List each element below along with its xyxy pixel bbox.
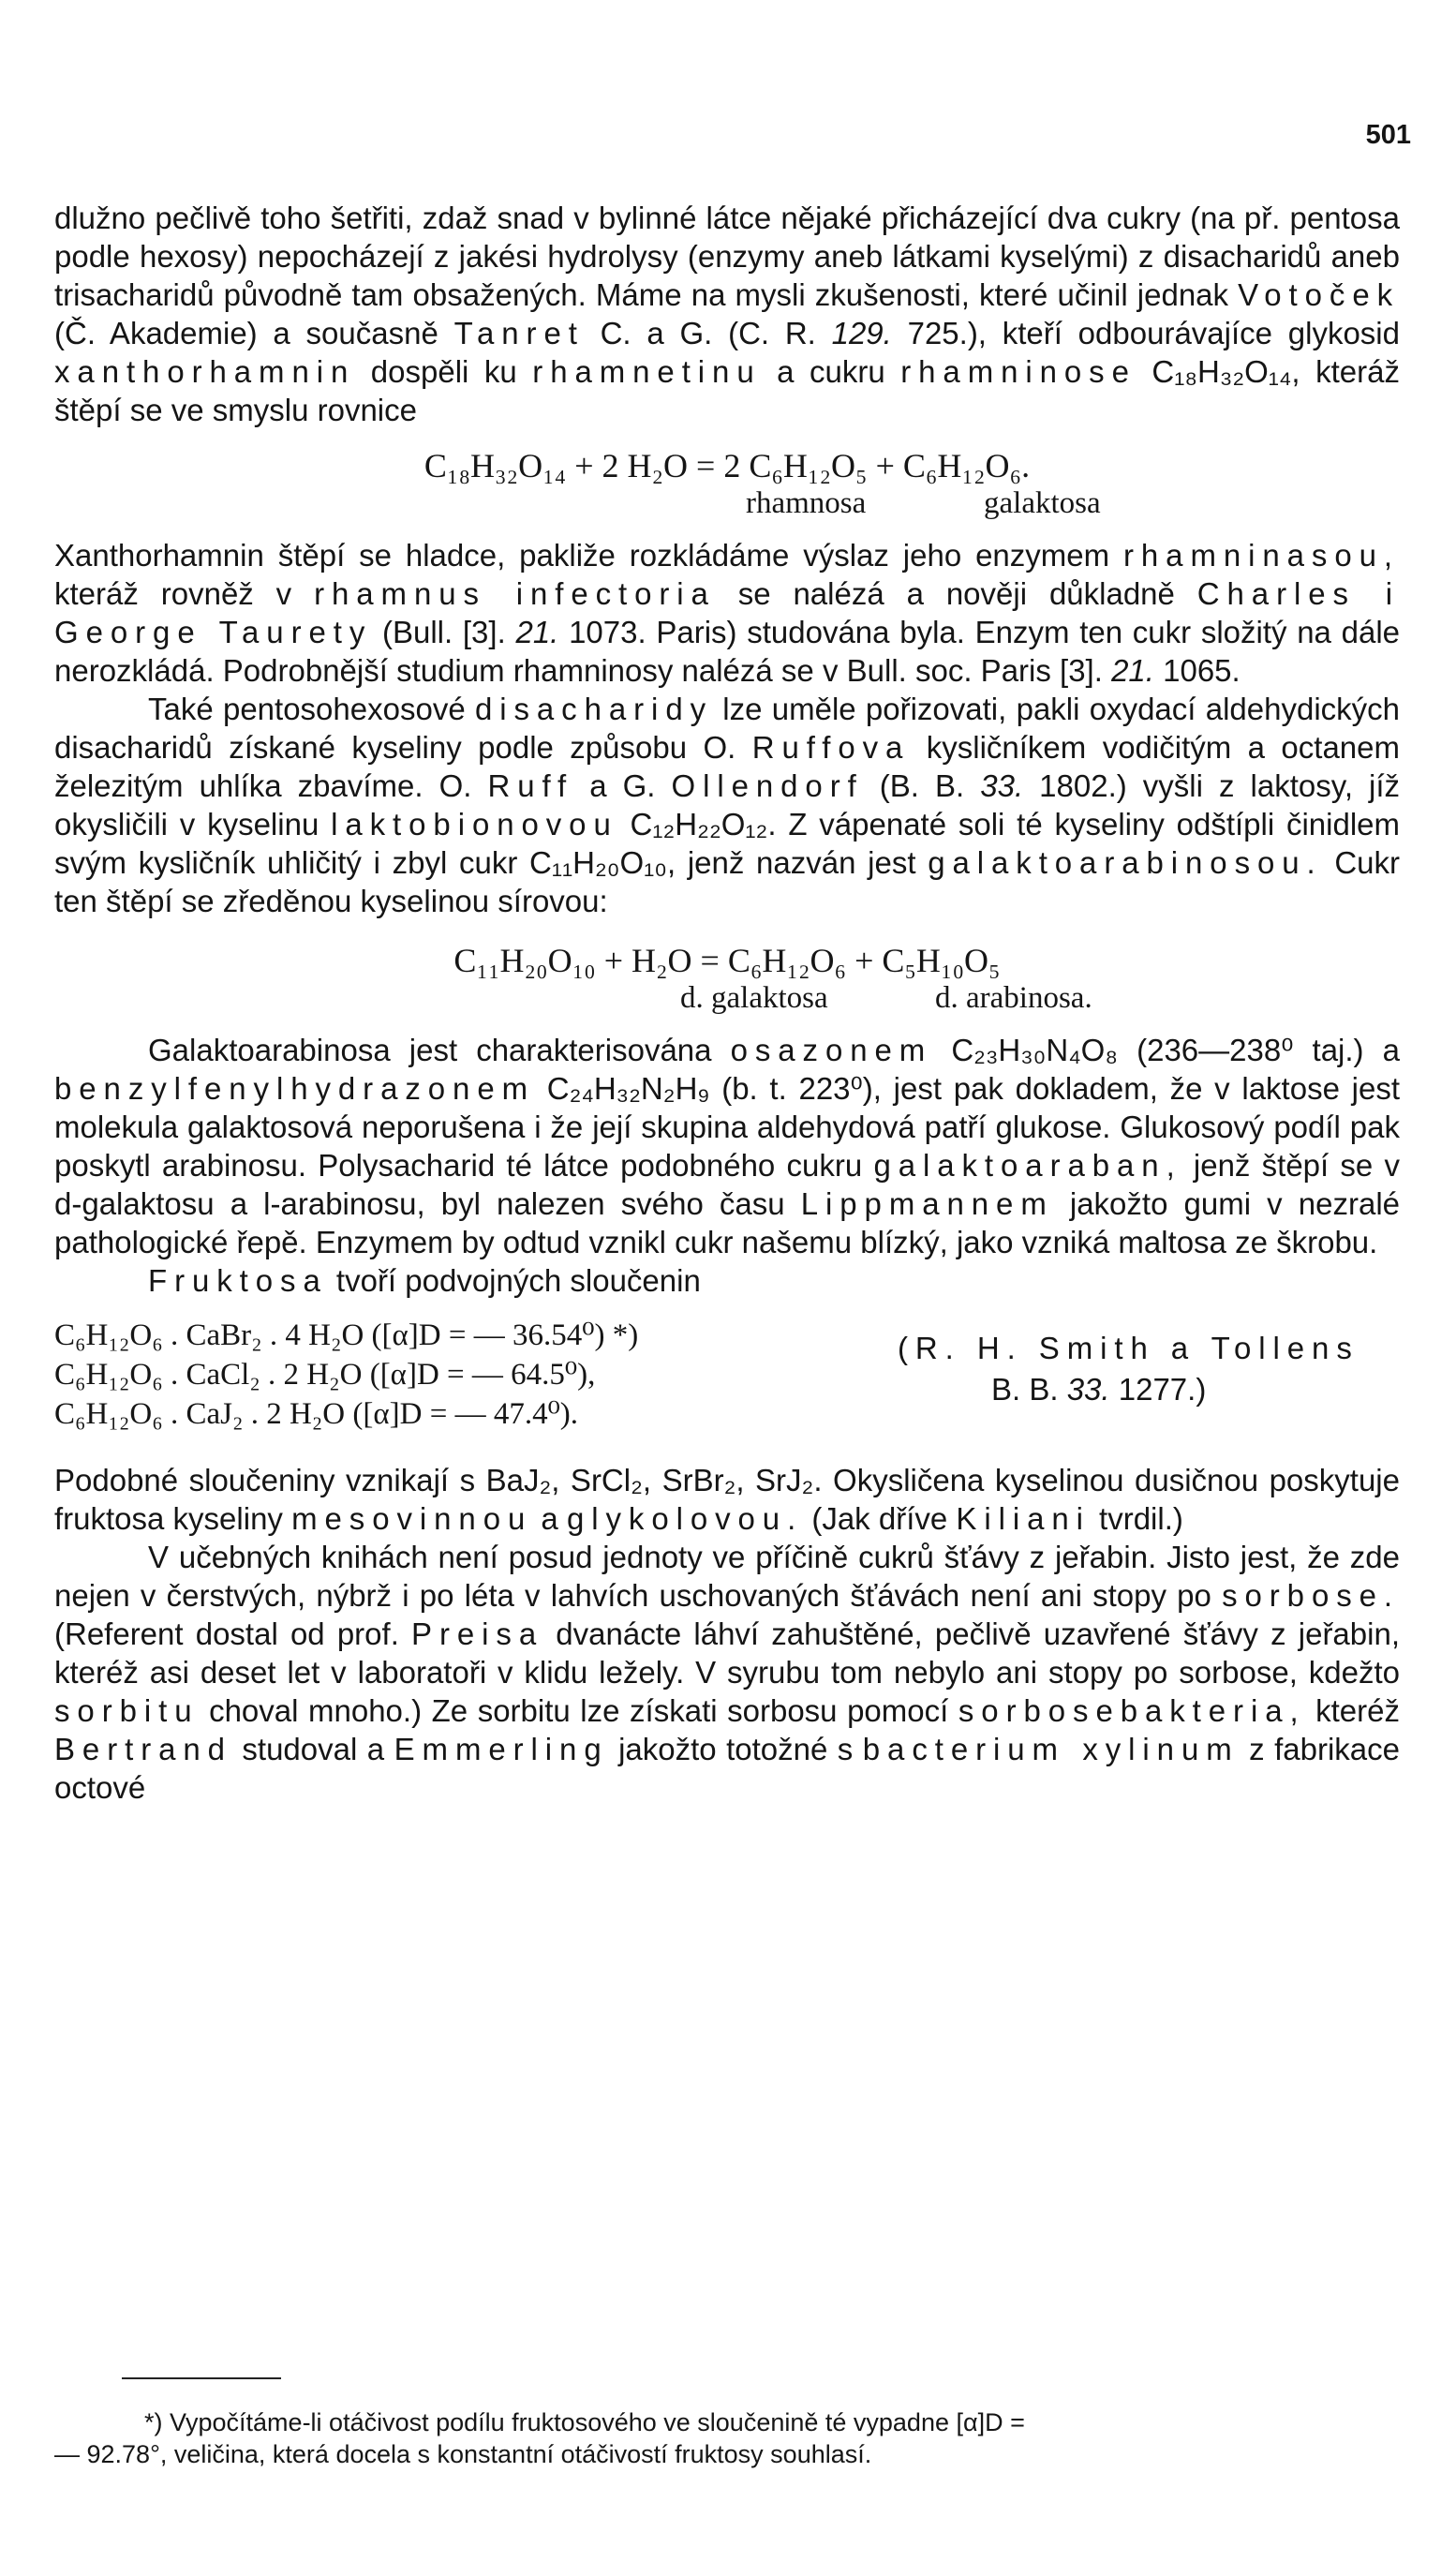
fructose-salts xyxy=(54,1317,1400,1448)
author-ruffova: Ruffova xyxy=(751,730,911,765)
footnote-line-1: *) Vypočítáme-li otáčivost podílu fruktosového ve sloučenině té vypadne [α]D = xyxy=(144,2408,1025,2436)
term-disacharidy: disacharidy xyxy=(474,692,714,726)
equation-1-labels xyxy=(54,485,1400,523)
author-bertrand: Bertrand xyxy=(54,1732,232,1766)
term-rhamninasou: rhamninasou, xyxy=(1123,538,1400,573)
equation-1: C₁₈H₃₂O₁₄ + 2 H₂O = 2 C₆H₁₂O₅ + C₆H₁₂O₆. xyxy=(423,447,1031,484)
term-osazon: osazonem xyxy=(730,1033,933,1067)
paragraph-6: Podobné sloučeniny vznikají s BaJ₂, SrCl₂, SrBr₂, SrJ₂. Okysličena kyselinou dusičnou poskytuje fruktosa kyseliny mesovinnou a glykolovou. (Jak dříve Kiliani tvrdil.) xyxy=(54,1463,1400,1536)
journal-volume: 129. xyxy=(831,316,892,350)
term-bacterium-xylinum: bacterium xylinum xyxy=(862,1732,1240,1766)
footnote xyxy=(54,2406,1400,2470)
author-ollendorf: Ollendorf xyxy=(671,768,864,803)
term-benzylfenylhydrazon: benzylfenylhydrazonem xyxy=(54,1071,536,1106)
salt-row: C₆H₁₂O₆ . CaBr₂ . 4 H₂O ([α]D = — 36.54⁰) *) xyxy=(54,1318,639,1352)
author-taurety: Charles i George Taurety xyxy=(54,576,1400,649)
term-galaktoarabinosa: galaktoarabinosou. xyxy=(928,845,1323,880)
term-sorbit: sorbitu xyxy=(54,1693,200,1728)
footnote-line-2: — 92.78°, veličina, která docela s konstantní otáčivostí fruktosy souhlasí. xyxy=(54,2440,872,2468)
term-rhamnus: rhamnus infectoria xyxy=(314,576,716,611)
paragraph-7: V učebných knihách není posud jednoty ve příčině cukrů šťávy z jeřabin. Jisto jest, že zde nejen v čerstvých, nýbrž i po léta v lahvích uschovaných šťávách není ani stopy po sorbose. (Referent dostal od prof. Preisa dvanácte láhví zahuštěné, pečlivě uzavřené šťávy z jeřabin, kteréž asi deset let v laboratoři v klidu ležely. V syrubu tom nebylo ani stopy po sorbose, kdežto sorbitu choval mnoho.) Ze sorbitu lze získati sorbosu pomocí sorbosebakteria, kteréž Bertrand studoval a Emmerling jakožto totožné s bacterium xylinum z fabrikace octové xyxy=(54,1540,1401,1805)
term-galaktoaraban: galaktoaraban, xyxy=(873,1148,1182,1183)
term-rhamnetin: rhamnetinu xyxy=(532,354,762,389)
author-tanret: Tanret xyxy=(453,316,585,350)
term-laktobionova: laktobionovou xyxy=(331,807,618,842)
term-mesovinna: mesovinnou xyxy=(291,1501,533,1536)
author-lippmann: Lippmannem xyxy=(800,1186,1054,1221)
term-fruktosa: Fruktosa xyxy=(148,1263,328,1298)
author-emmerling: Emmerling xyxy=(394,1732,609,1766)
salts-reference: (R. H. Smith a Tollens B. B. 33. 1277.) xyxy=(898,1331,1359,1407)
label-d-arabinosa: d. arabinosa. xyxy=(935,981,1092,1015)
equation-2: C₁₁H₂₀O₁₀ + H₂O = C₆H₁₂O₆ + C₅H₁₀O₅ xyxy=(453,942,1001,979)
term-sorbosebakterium: sorbosebakteria, xyxy=(958,1693,1306,1728)
term-sorbosa: sorbose. xyxy=(1222,1578,1401,1613)
author-ruff: Ruff xyxy=(487,768,574,803)
label-rhamnosa: rhamnosa xyxy=(746,486,867,520)
footnote-rule xyxy=(122,2377,281,2379)
formula-rhamninose: C₁₈H₃₂O₁₄, xyxy=(1151,354,1300,389)
paragraph-3: Také pentosohexosové disacharidy lze uměle pořizovati, pakli oxydací aldehydických disacharidů získané kyseliny podle způsobu O. Ruffova kysličníkem vodičitým a octanem železitým uhlíka zbavíme. O. Ruff a G. Ollendorf (B. B. 33. 1802.) vyšli z laktosy, jíž okysličili v kyselinu laktobionovou C₁₂H₂₂O₁₂. Z vápenaté soli té kyseliny odštípli činidlem svým kysličník uhličitý i zbyl cukr C₁₁H₂₀O₁₀, jenž nazván jest galaktoarabinosou. Cukr ten štěpí se zředěnou kyselinou sírovou: xyxy=(54,692,1401,918)
equation-2-labels xyxy=(54,980,1400,1018)
paragraph-5: Fruktosa tvoří podvojných sloučenin xyxy=(148,1263,701,1298)
paragraph-4: Galaktoarabinosa jest charakterisována osazonem C₂₃H₃₀N₄O₈ (236—238⁰ taj.) a benzylfenylhydrazonem C₂₄H₃₂N₂H₉ (b. t. 223⁰), jest pak dokladem, že v laktose jest molekula galaktosová neporušena i že její skupina aldehydová patří glukose. Glukosový podíl pak poskytl arabinosu. Polysacharid té látce podobného cukru galaktoaraban, jenž štěpí se v d-galaktosu a l-arabinosu, byl nalezen svého času Lippmannem jakožto gumi v nezralé pathologické řepě. Enzymem by odtud vznikl cukr našemu blízký, jako vzniká maltosa ze škrobu. xyxy=(54,1033,1401,1259)
label-d-galaktosa: d. galaktosa xyxy=(680,981,828,1015)
salt-row: C₆H₁₂O₆ . CaJ₂ . 2 H₂O ([α]D = — 47.4⁰). xyxy=(54,1397,579,1431)
page-number: 501 xyxy=(1365,120,1411,150)
paragraph-1: dlužno pečlivě toho šetřiti, zdaž snad v bylinné látce nějaké přicházející dva cukry (na př. pentosa podle hexosy) nepocházejí z jakési hydrolysy (enzymy aneb látkami kyselými) z disacharidů aneb trisacharidů původně tam obsažených. Máme na mysli zkušenosti, které učinil jednak Votoček (Č. Akademie) a současně Tanret C. a G. (C. R. 129. 725.), kteří odbourávajíce glykosid xanthorhamnin dospěli ku rhamnetinu a cukru rhamninose C₁₈H₃₂O₁₄, kteráž štěpí se ve smyslu rovnice xyxy=(54,201,1401,427)
paragraph-2: Xanthorhamnin štěpí se hladce, pakliže rozkládáme výslaz jeho enzymem rhamninasou, kteráž rovněž v rhamnus infectoria se nalézá a nověji důkladně Charles i George Taurety (Bull. [3]. 21. 1073. Paris) studována byla. Enzym ten cukr složitý na dále nerozkládá. Podrobnější studium rhamninosy nalézá se v Bull. soc. Paris [3]. 21. 1065. xyxy=(54,538,1401,688)
author-preis: Preisa xyxy=(411,1616,544,1651)
term-xanthorhamnin: xanthorhamnin xyxy=(54,354,356,389)
term-glykolova: glykolovou. xyxy=(566,1501,804,1536)
term-rhamninose: rhamninose xyxy=(900,354,1137,389)
label-galaktosa: galaktosa xyxy=(984,486,1101,520)
main-text xyxy=(54,199,1400,1807)
author-votocek: Votoček xyxy=(1238,277,1401,312)
salt-row: C₆H₁₂O₆ . CaCl₂ . 2 H₂O ([α]D = — 64.5⁰), xyxy=(54,1358,596,1392)
author-kiliani: Kiliani xyxy=(956,1501,1091,1536)
